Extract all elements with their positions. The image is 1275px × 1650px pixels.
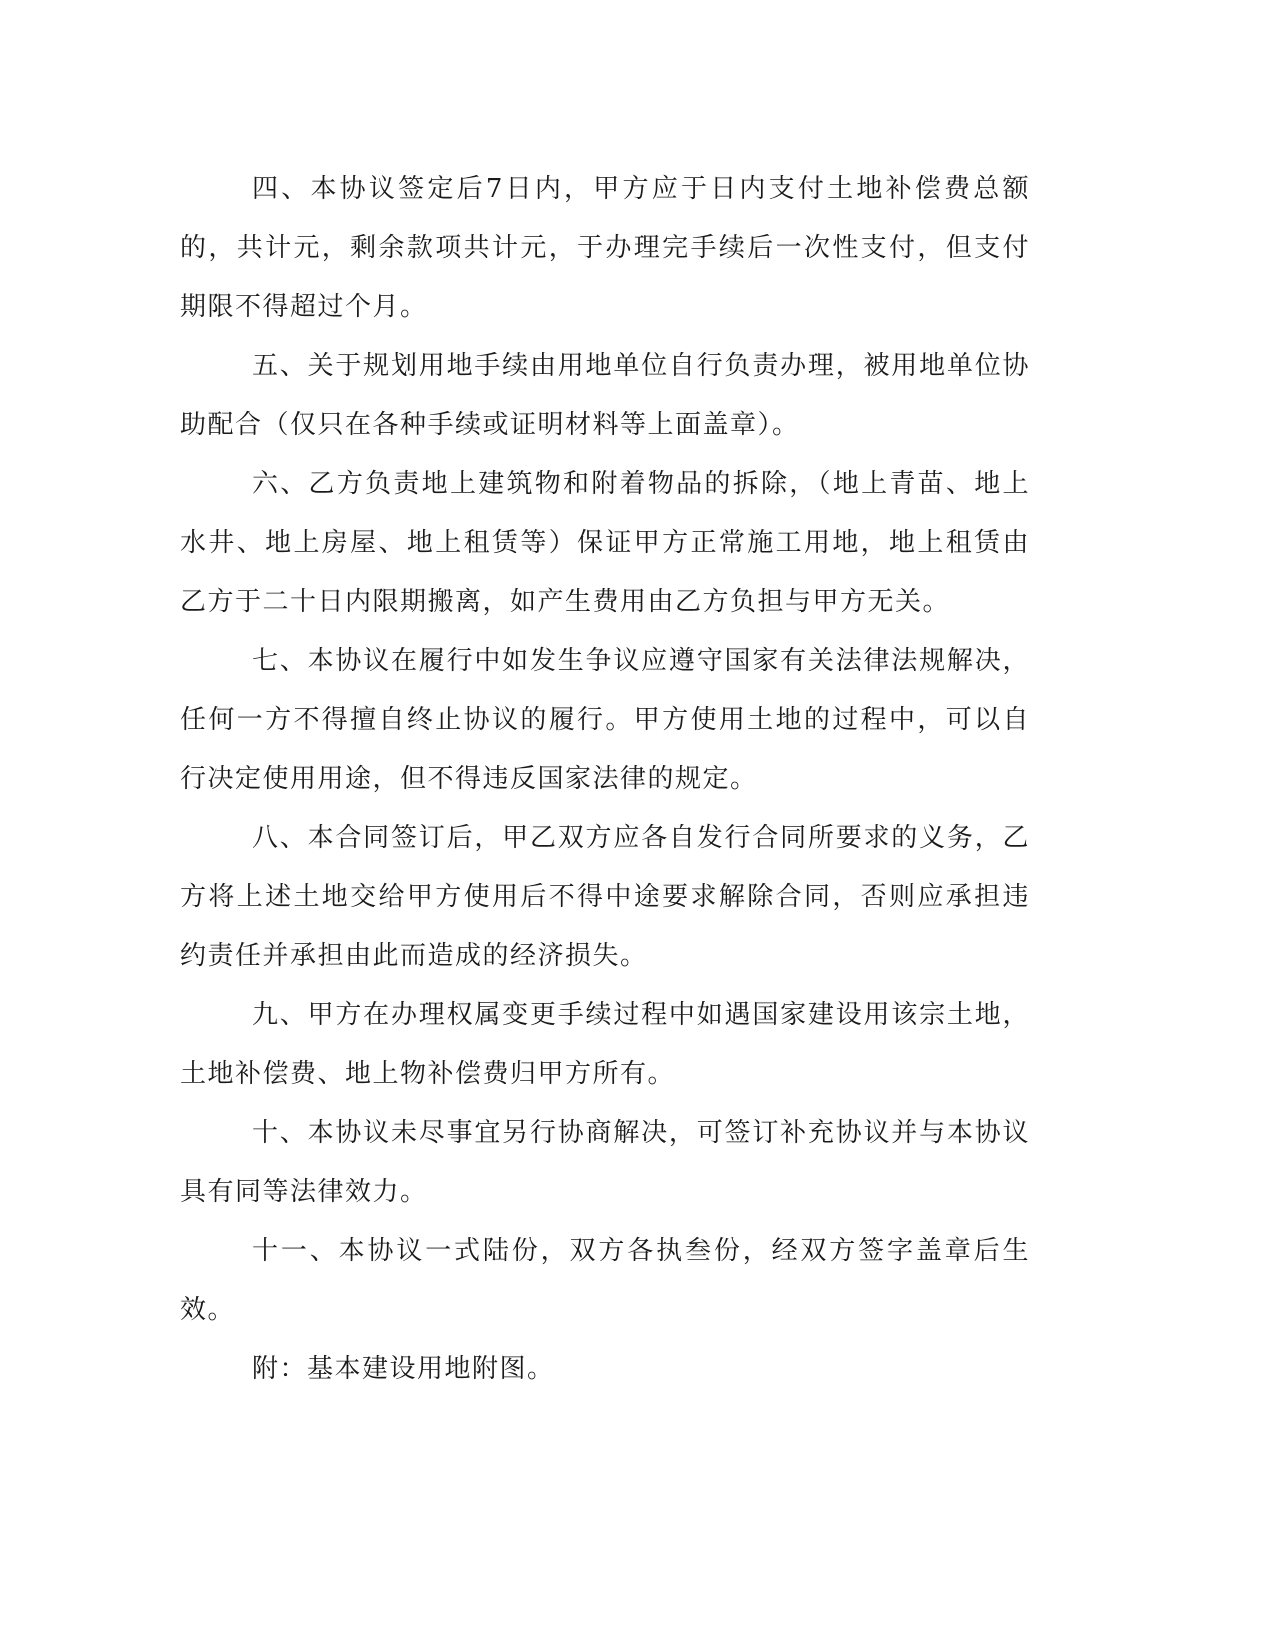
attachment-note: 附：基本建设用地附图。 — [252, 1354, 555, 1384]
clause-5-paragraph: 五、关于规划用地手续由用地单位自行负责办理，被用地单位协助配合（仅只在各种手续或证明材料等上面盖章）。 — [180, 351, 1030, 440]
clause-7-paragraph: 七、本协议在履行中如发生争议应遵守国家有关法律法规解决，任何一方不得擅自终止协议的履行。甲方使用土地的过程中，可以自行决定使用用途，但不得违反国家法律的规定。 — [180, 646, 1030, 794]
clause-6-paragraph: 六、乙方负责地上建筑物和附着物品的拆除，（地上青苗、地上水井、地上房屋、地上租赁等）保证甲方正常施工用地，地上租赁由乙方于二十日内限期搬离，如产生费用由乙方负担与甲方无关。 — [180, 469, 1030, 617]
clause-9-paragraph: 九、甲方在办理权属变更手续过程中如遇国家建设用该宗土地，土地补偿费、地上物补偿费归甲方所有。 — [180, 1000, 1030, 1089]
clause-4-paragraph: 四、本协议签定后7日内，甲方应于日内支付土地补偿费总额的，共计元，剩余款项共计元，于办理完手续后一次性支付，但支付期限不得超过个月。 — [180, 174, 1030, 322]
document-body — [180, 160, 1030, 1399]
clause-11-paragraph: 十一、本协议一式陆份，双方各执叁份，经双方签字盖章后生效。 — [180, 1236, 1030, 1325]
clause-8-paragraph: 八、本合同签订后，甲乙双方应各自发行合同所要求的义务，乙方将上述土地交给甲方使用后不得中途要求解除合同，否则应承担违约责任并承担由此而造成的经济损失。 — [180, 823, 1030, 971]
clause-10-paragraph: 十、本协议未尽事宜另行协商解决，可签订补充协议并与本协议具有同等法律效力。 — [180, 1118, 1030, 1207]
